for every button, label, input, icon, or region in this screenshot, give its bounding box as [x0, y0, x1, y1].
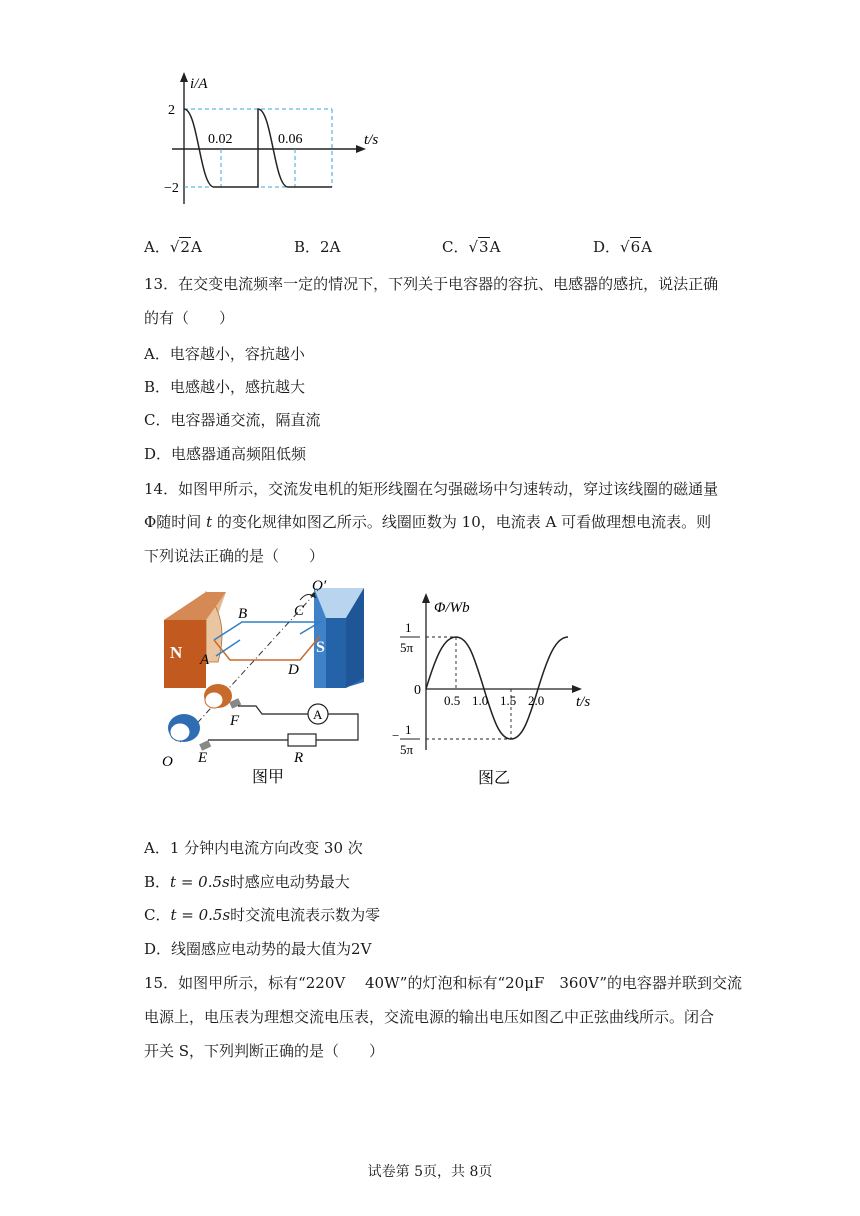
label-o: O: [162, 754, 173, 770]
flux-time-graph: [392, 590, 602, 790]
q14-option-c[interactable]: C．t = 0.5s时交流电流表示数为零: [144, 906, 381, 924]
q12-option-d[interactable]: D．√6A: [593, 238, 652, 256]
q15-stem-line1: 15．如图甲所示，标有“220V 40W”的灯泡和标有“20μF 360V”的电容器并联到交流: [144, 974, 743, 992]
q12-option-b[interactable]: B．2A: [294, 238, 341, 256]
origin-label: 0: [414, 683, 421, 698]
figure-yi-caption: 图乙: [478, 770, 511, 787]
frac-top-num: 1: [405, 620, 412, 635]
tick-1.5: 1.5: [500, 693, 517, 708]
q13-option-a[interactable]: A．电容越小，容抗越小: [144, 345, 305, 363]
q13-stem-line1: 13．在交变电流频率一定的情况下，下列关于电容器的容抗、电感器的感抗，说法正确: [144, 275, 719, 293]
axis-label-t: t/s: [576, 694, 591, 710]
tick-2: 2: [168, 103, 175, 118]
q14-option-d[interactable]: D．线圈感应电动势的最大值为2V: [144, 940, 372, 958]
q14-stem-line3: 下列说法正确的是（ ）: [144, 547, 325, 565]
frac-bottom-sign: −: [392, 728, 400, 743]
tick-1.0: 1.0: [472, 693, 489, 708]
label-e: E: [198, 750, 208, 766]
q12-options: [144, 236, 704, 258]
q15-stem-line2: 电源上，电压表为理想交流电压表，交流电源的输出电压如图乙中正弦曲线所示。闭合: [144, 1008, 715, 1026]
q14-stem-line2: Φ随时间 t 的变化规律如图乙所示。线圈匝数为 10，电流表 A 可看做理想电流表。则: [144, 513, 712, 531]
frac-bottom-den: 5π: [400, 742, 414, 757]
q14-stem-line1: 14．如图甲所示，交流发电机的矩形线圈在匀强磁场中匀速转动，穿过该线圈的磁通量: [144, 480, 719, 498]
label-n: N: [170, 643, 183, 662]
tick-0.06: 0.06: [278, 132, 303, 147]
q12-option-a[interactable]: A．√2A: [144, 238, 202, 256]
figure-jia-caption: 图甲: [252, 769, 285, 786]
q12-option-c[interactable]: C．√3A: [442, 238, 501, 256]
label-b: B: [238, 606, 248, 622]
ammeter-label: A: [313, 707, 323, 722]
label-d: D: [288, 662, 299, 678]
q13-option-d[interactable]: D．电感器通高频阻低频: [144, 445, 307, 463]
current-time-graph: [160, 70, 390, 210]
axis-label-phi: Φ/Wb: [434, 600, 470, 616]
frac-bottom-num: 1: [405, 722, 412, 737]
axis-label-i: i/A: [190, 76, 208, 92]
axis-label-t: t/s: [364, 132, 379, 148]
page-footer: 试卷第 5页，共 8页: [367, 1164, 493, 1180]
q13-option-b[interactable]: B．电感越小，感抗越大: [144, 378, 306, 396]
q15-stem-line3: 开关 S，下列判断正确的是（ ）: [144, 1042, 385, 1060]
q14-option-a[interactable]: A．1 分钟内电流方向改变 30 次: [144, 839, 363, 857]
q13-option-c[interactable]: C．电容器通交流，隔直流: [144, 411, 321, 429]
label-f: F: [230, 713, 240, 729]
label-o-prime: O′: [312, 578, 327, 594]
tick-2.0: 2.0: [528, 693, 545, 708]
label-s: S: [316, 639, 325, 656]
label-c: C: [294, 603, 305, 619]
q14-option-b[interactable]: B．t = 0.5s时感应电动势最大: [144, 873, 350, 891]
label-a: A: [200, 652, 210, 668]
label-r: R: [294, 750, 304, 766]
tick-0.02: 0.02: [208, 132, 233, 147]
generator-figure: [150, 570, 380, 790]
tick-neg2: −2: [164, 181, 179, 196]
q13-stem-line2: 的有（ ）: [144, 309, 235, 327]
tick-0.5: 0.5: [444, 693, 461, 708]
frac-top-den: 5π: [400, 640, 414, 655]
